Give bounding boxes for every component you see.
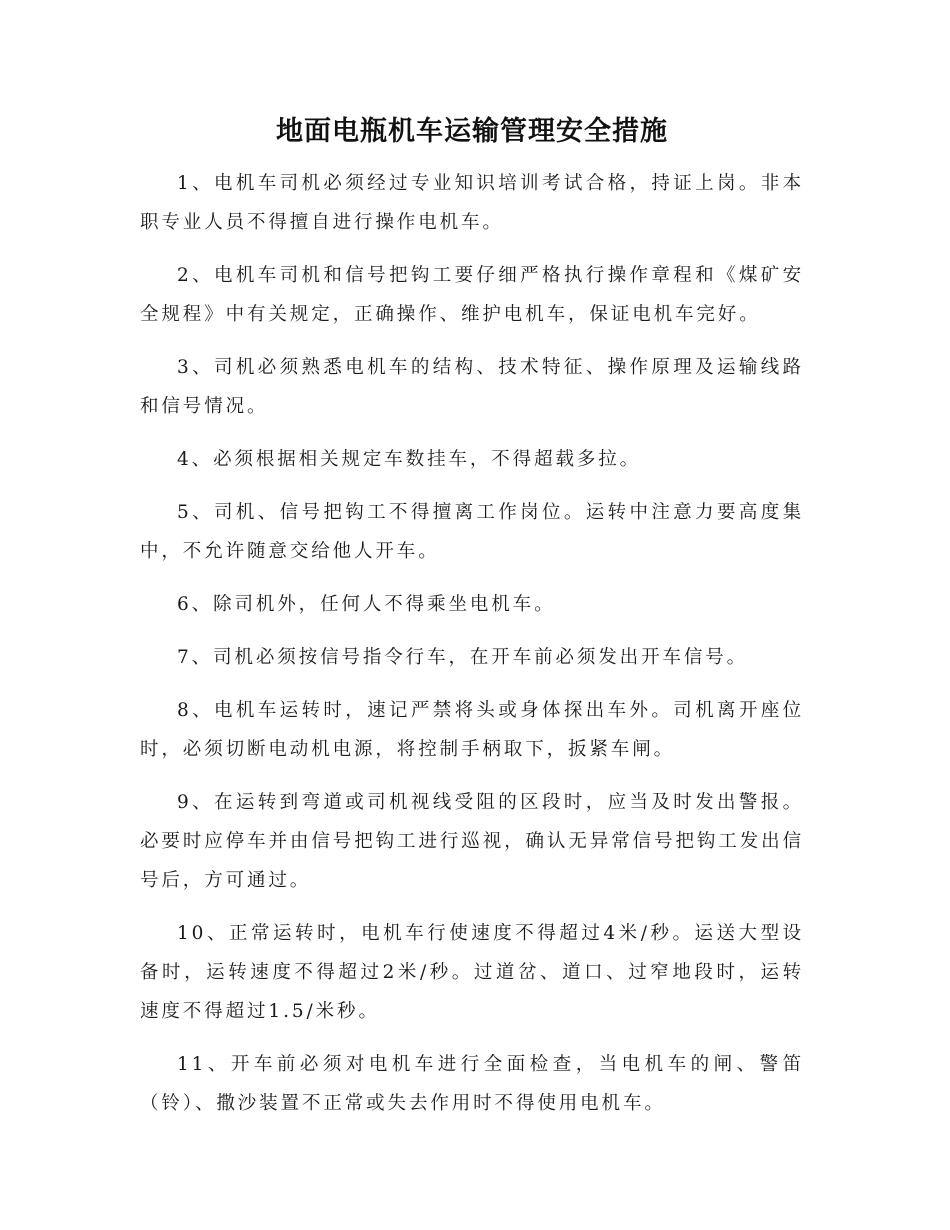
paragraph-6: 6、除司机外，任何人不得乘坐电机车。: [177, 594, 556, 615]
paragraph-2: 2、电机车司机和信号把钩工要仔细严格执行操作章程和《煤矿安全规程》中有关规定，正确操作、维护电机车，保证电机车完好。: [140, 265, 804, 325]
paragraph-5: 5、司机、信号把钩工不得擅离工作岗位。运转中注意力要高度集中，不允许随意交给他人开车。: [140, 502, 804, 562]
paragraph-3: 3、司机必须熟悉电机车的结构、技术特征、操作原理及运输线路和信号情况。: [140, 357, 804, 417]
paragraph-1: 1、电机车司机必须经过专业知识培训考试合格，持证上岗。非本职专业人员不得擅自进行操作电机车。: [140, 173, 804, 233]
document-title: 地面电瓶机车运输管理安全措施: [276, 116, 668, 147]
paragraph-11: 11、开车前必须对电机车进行全面检查，当电机车的闸、警笛（铃）、撒沙装置不正常或失去作用时不得使用电机车。: [140, 1054, 804, 1114]
paragraph-8: 8、电机车运转时，速记严禁将头或身体探出车外。司机离开座位时，必须切断电动机电源，将控制手柄取下，扳紧车闸。: [140, 700, 804, 760]
paragraph-7: 7、司机必须按信号指令行车，在开车前必须发出开车信号。: [177, 647, 749, 668]
document-body: [140, 164, 804, 1137]
paragraph-4: 4、必须根据相关规定车数挂车，不得超载多拉。: [177, 449, 642, 470]
paragraph-10: 10、正常运转时，电机车行使速度不得超过4米/秒。运送大型设备时，运转速度不得超过2米/秒。过道岔、道口、过窄地段时，运转速度不得超过1.5/米秒。: [140, 923, 804, 1022]
paragraph-9: 9、在运转到弯道或司机视线受阻的区段时，应当及时发出警报。必要时应停车并由信号把钩工进行巡视，确认无异常信号把钩工发出信号后，方可通过。: [140, 792, 804, 891]
